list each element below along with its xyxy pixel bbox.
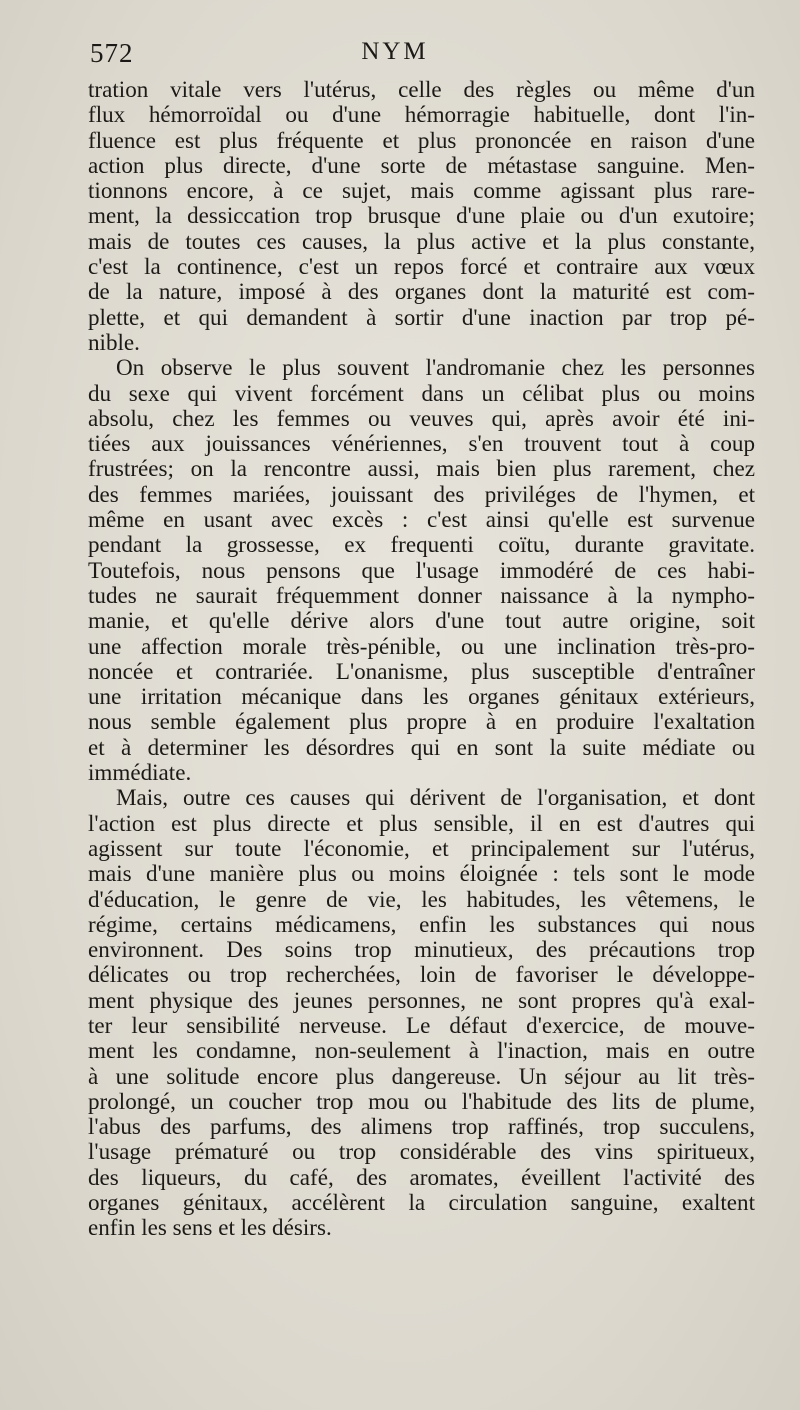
text-line: nible. — [88, 328, 140, 355]
text-line: Mais, outre ces causes qui dérivent de l'organisation, et dont — [116, 784, 755, 811]
text-line: tudes ne saurait fréquemment donner naissance à la nympho- — [88, 581, 755, 608]
text-line: à une solitude encore plus dangereuse. Un séjour au lit très- — [88, 1062, 755, 1089]
text-line: plette, et qui demandent à sortir d'une inaction par trop pé- — [88, 303, 755, 330]
paragraph — [88, 355, 755, 785]
text-line: tration vitale vers l'utérus, celle des règles ou même d'un — [88, 76, 755, 102]
text-line: une irritation mécanique dans les organes génitaux extérieurs, — [88, 683, 755, 710]
text-line: mais d'une manière plus ou moins éloignée : tels sont le mode — [88, 860, 755, 887]
page-header — [90, 38, 760, 72]
text-line: prolongé, un coucher trop mou ou l'habitude des lits de plume, — [88, 1087, 755, 1114]
text-line: une affection morale très-pénible, ou une inclination très-pro- — [88, 632, 755, 659]
text-line: d'éducation, le genre de vie, les habitudes, les vêtemens, le — [88, 885, 755, 912]
text-line: même en usant avec excès : c'est ainsi qu'elle est survenue — [88, 506, 755, 533]
body-text — [88, 77, 755, 1241]
text-line: noncée et contrariée. L'onanisme, plus susceptible d'entraîner — [88, 657, 755, 684]
running-head: NYM — [361, 38, 429, 65]
text-line: tionnons encore, à ce sujet, mais comme agissant plus rare- — [88, 177, 755, 204]
text-line: du sexe qui vivent forcément dans un célibat plus ou moins — [88, 379, 755, 406]
text-line: manie, et qu'elle dérive alors d'une tout autre origine, soit — [88, 607, 755, 634]
text-line: l'action est plus directe et plus sensible, il en est d'autres qui — [88, 809, 755, 836]
paragraph — [88, 785, 755, 1240]
text-line: l'usage prématuré ou trop considérable des vins spiritueux, — [88, 1138, 755, 1165]
text-line: Toutefois, nous pensons que l'usage immodéré de ces habi- — [88, 556, 755, 583]
text-line: action plus directe, d'une sorte de métastase sanguine. Men- — [88, 151, 755, 178]
text-line: des liqueurs, du café, des aromates, éveillent l'activité des — [88, 1163, 755, 1190]
text-line: environnent. Des soins trop minutieux, des précautions trop — [88, 936, 755, 963]
text-line: agissent sur toute l'économie, et principalement sur l'utérus, — [88, 834, 755, 861]
text-line: et à determiner les désordres qui en sont la suite médiate ou — [88, 733, 755, 760]
text-line: ment physique des jeunes personnes, ne sont propres qu'à exal- — [88, 986, 755, 1013]
text-line: ment, la dessiccation trop brusque d'une plaie ou d'un exutoire; — [88, 202, 755, 229]
text-line: des femmes mariées, jouissant des priviléges de l'hymen, et — [88, 480, 755, 507]
text-line: délicates ou trop recherchées, loin de favoriser le développe- — [88, 961, 755, 988]
text-line: c'est la continence, c'est un repos forcé et contraire aux vœux — [88, 253, 755, 280]
page-number: 572 — [90, 38, 134, 68]
paragraph — [88, 77, 755, 355]
text-line: l'abus des parfums, des alimens trop raffinés, trop succulens, — [88, 1113, 755, 1140]
text-line: enfin les sens et les désirs. — [88, 1214, 332, 1241]
text-line: fluence est plus fréquente et plus prononcée en raison d'une — [88, 126, 755, 153]
text-line: mais de toutes ces causes, la plus active et la plus constante, — [88, 227, 755, 254]
text-line: organes génitaux, accélèrent la circulation sanguine, exaltent — [88, 1189, 755, 1216]
text-line: nous semble également plus propre à en produire l'exaltation — [88, 708, 755, 735]
text-line: frustrées; on la rencontre aussi, mais bien plus rarement, chez — [88, 455, 755, 482]
text-line: régime, certains médicamens, enfin les substances qui nous — [88, 910, 755, 937]
text-line: de la nature, imposé à des organes dont la maturité est com- — [88, 278, 755, 305]
text-line: absolu, chez les femmes ou veuves qui, après avoir été ini- — [88, 404, 755, 431]
text-line: pendant la grossesse, ex frequenti coïtu, durante gravitate. — [88, 531, 755, 558]
text-line: flux hémorroïdal ou d'une hémorragie habituelle, dont l'in- — [88, 101, 755, 128]
text-line: On observe le plus souvent l'andromanie chez les personnes — [116, 354, 755, 381]
text-line: ment les condamne, non-seulement à l'inaction, mais en outre — [88, 1037, 755, 1064]
text-line: tiées aux jouissances vénériennes, s'en trouvent tout à coup — [88, 430, 755, 457]
text-line: immédiate. — [88, 759, 192, 786]
text-line: ter leur sensibilité nerveuse. Le défaut d'exercice, de mouve- — [88, 1011, 755, 1038]
